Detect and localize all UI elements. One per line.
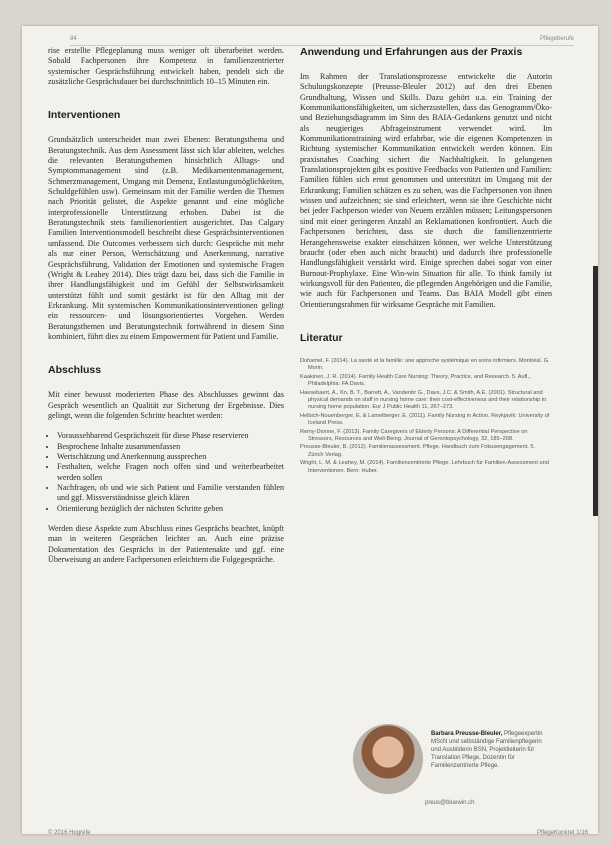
- literature-heading: Literatur: [300, 331, 343, 344]
- footer-copyright: © 2016 Hogrefe: [48, 830, 91, 836]
- author-photo: [353, 724, 423, 794]
- list-item: • Voraussehbarend Gesprächszeit für diese Phase reservieren: [57, 431, 284, 441]
- author-email[interactable]: preus@bluewin.ch: [425, 800, 475, 806]
- page-number: 84: [70, 36, 77, 42]
- reference-item: Preusse-Bleuler, B. (2012). Familienassessment. Pflege. Handbuch zum Fokusengagement. 5. Zürich Verlag.: [300, 444, 536, 458]
- author-name: Barbara Preusse-Bleuler,: [431, 731, 503, 737]
- interventions-paragraph: Grundsätzlich unterscheidet man zwei Ebenen: Beratungsthema und Beratungstechnik. Aus dem Assessment lässt sich klar ableiten, welches die relevanten Beratungsthemen hinsichtlich Alltags- und Symptommanagement sind (z.B. Medikamentenmanagement, Schmerzmanagement, Umgang mit Demenz, Entlastungsmöglichkeiten, Schuldgefühlen usw). Gemeinsam mit der Familie werden die Themen nach Priorität gelistet, die Aspekte genannt und eine mögliche interprofessionelle Unterstützung erhoben. Dabei ist die Beratungstechnik stets familienorientiert ausgerichtet. Das Calgary Familien Interventionsmodell beschreibt diese Gesprächsinterventionen umfassend. Die Outcomes verbessern sich durch: Gespräche mit mehr als nur einer Person, Wertschätzung und Anerkennung, narrative Gesprächsführung, Validation der Emotionen und systemische Fragen (Wright & Leahey 2014). Dies trägt dazu bei, dass sich die Familie in ihrer Handlungsfähigkeit und im Gefühl der Selbstwirksamkeit unterstützt fühlt und somit gestärkt ist für den Alltag mit der Erkrankung. Mit systemischen Kommunikationsinterventionen gelingt ein ressourcen- und lösungsorientiertes Vorgehen. Werden Beratungsthemen und Beratungstechnik fortwährend in diesem Sinn kombiniert, führt dies zu einem Empowerment für Patient und Familie.: [48, 135, 284, 341]
- closing-list: [48, 431, 284, 514]
- closing-heading: Abschluss: [48, 364, 102, 377]
- interventions-heading: Interventionen: [48, 109, 121, 122]
- practice-heading: Anwendung und Erfahrungen aus der Praxis: [300, 46, 523, 58]
- right-column: [300, 46, 552, 476]
- reference-item: Duhamel, F. (2014). La santé et la famille: une approche systémique en soins infirmiers. Montréal. G. Morin.: [300, 357, 550, 372]
- reference-item: Remy-Dionne, F. (2013). Family Caregivers of Elderly Persons: A Differential Perspective on Stressors, Resources and Well-Being. Journal of Gerontopsychology, 32, 185–208.: [300, 428, 528, 442]
- reference-item: Wright, L. M. & Leahey, M. (2014). Familienzentrierte Pflege. Lehrbuch für Familien-Assessment und Interventionen. Bern: Huber.: [300, 460, 549, 474]
- reference-item: Haesebaert, A., Kn, B. T., Barrett, A., Vandenbr G., Davs, J.C. & Smith, A.E. (2001). Structural and physical demands on staff in nursing home care: their cost-effectiveness and their relationship to nursing home population. Eur J Public Health 11, 267–273.: [300, 389, 547, 411]
- left-column: [48, 46, 284, 575]
- list-item: • Nachfragen, ob und wie sich Patient und Familie verstanden fühlen und ggf. Missverständnisse gleich klären: [57, 483, 284, 504]
- reference-list: [300, 358, 552, 475]
- list-item: • Orientierung bezüglich der nächsten Schritte geben: [57, 504, 284, 514]
- magazine-name: Pflegeberufe: [539, 36, 574, 42]
- footer-issue: PflegeKonkret 1/16: [536, 830, 588, 836]
- author-description: Pflegeexpertin MScN und selbständige Familienpflegerin und Ausbilderin BSN, Projektleiterin für Translation Pflege, Dozentin für Familienzentrierte Pflege.: [431, 731, 543, 769]
- author-box: [353, 724, 543, 794]
- reference-item: Helbich-Nouenberger, E. & Lamelberger, E. (2011). Family Nursing in Action. Reykjavík: University of Iceland Press.: [300, 412, 550, 427]
- page-edge-tab: [593, 266, 598, 516]
- author-bio: [431, 730, 549, 770]
- list-item: • Wertschätzung und Anerkennung aussprechen: [57, 452, 284, 462]
- list-item: • Besprochene Inhalte zusammenfassen: [57, 442, 284, 452]
- reference-item: Kaakinen, J. R. (2014). Family Health Care Nursing: Theory, Practice, and Research. 5. Aufl., Philadelphia: FA Davis.: [300, 373, 531, 388]
- closing-after-paragraph: Werden diese Aspekte zum Abschluss eines Gesprächs beachtet, knüpft man in weiteren Gesprächen leichter an. Auch eine präzise Dokumentation des Gesprächs in der Patientenakte und ggf. eine Überweisung an andere Fachpersonen erleichtern die Folgegespräche.: [48, 524, 284, 565]
- intro-paragraph: rise erstellte Pflegeplanung muss weniger oft überarbeitet werden. Sobald Fachpersonen ihre Kompetenz in familienzentrierter systemischer Gesprächsführung entwickelt haben, pendelt sich die zusätzliche Gesprächsdauer bei durchschnittlich 10–15 Minuten ein.: [48, 46, 284, 87]
- list-item: • Festhalten, welche Fragen noch offen sind und weiterbearbeitet werden sollen: [57, 462, 284, 483]
- closing-paragraph: Mit einer bewusst moderierten Phase des Abschlusses gewinnt das Gespräch wesentlich an Qualität zur Sicherung der Ergebnisse. Dies gelingt, wenn die folgenden Schritte beachtet werden:: [48, 390, 284, 420]
- practice-paragraph: Im Rahmen der Translationsprozesse entwickelte die Autorin Schulungskonzepte (Preusse-Bleuler 2012) auf den drei Ebenen Grundhaltung, Wissen und Skills. Dazu gehört u.a. ein Training der Kommunikationsfähigkeiten, um sicherzustellen, dass das Genogramm/Öko- und Beziehungsdiagramm im Sinn des BAIA-Gedankens genutzt und nicht als neugieriges Abfrageinstrument verwendet wird. Im Kommunikationstraining wird erfahrbar, wie die eigenen Kompetenzen in Richtung systemischer Kommunikation entwickelt werden können. Ein praxisnahes Coaching sichert die Nachhaltigkeit. In gelungenen Translationsprojekten gibt es positive Feedbacks von Patienten und Familien: Familien fühlen sich ernst genommen und unterstützt im Umgang mit der Erkrankung; Familien schätzen es zu sehen, was die Fachpersonen von ihnen wissen und aufzeichnen; sie sind erleichtert, wenn sie ihre Geschichte nicht bei jeder Fachperson wieder von Neuem erzählen müssen; Leitungspersonen sind mit einer geringeren Anzahl an Reklamationen konfrontiert. Auch die Fachpersonen berichten, dass sie durch die familienzentrierte Herangehensweise exakter einschätzen können, wer welche Unterstützung braucht (oder eben auch nicht braucht) und dadurch ihre professionelle Handlungsfähigkeit verstärkt wird. Einige sprechen dabei sogar von einer Burnout-Prophylaxe. Eine Win-win Situation für alle. To think family ist wirkungsvoll für den Patienten, die pflegenden Angehörigen und die Familie, wie auch für Fachpersonen und Teams. Das BAIA Modell gibt einen Orientierungsrahmen für wirksame Gespräche mit Familien.: [300, 72, 552, 309]
- running-header: [70, 36, 574, 46]
